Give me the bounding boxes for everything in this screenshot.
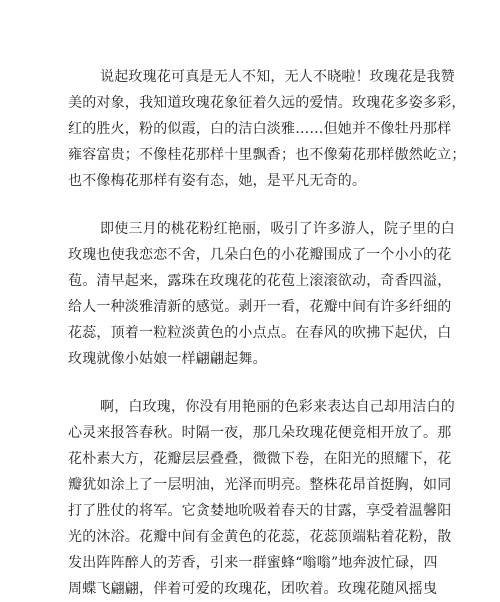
text-line: 即使三月的桃花粉红艳丽，吸引了许多游人，院子里的白 xyxy=(100,221,455,237)
text-line: 心灵来报答春秋。时隔一夜，那几朵玫瑰花便竞相开放了。那 xyxy=(68,425,452,441)
text-line: 花朴素大方，花瓣层层叠叠，微微下卷，在阳光的照耀下，花 xyxy=(68,451,452,467)
text-line: 雍容富贵；不像桂花那样十里飘香；也不像菊花那样傲然屹立； xyxy=(68,147,466,163)
text-line: 玫瑰就像小姑娘一样翩翩起舞。 xyxy=(68,351,267,367)
text-line: 苞。清早起来，露珠在玫瑰花的花苞上滚滚欲动，奇香四溢， xyxy=(68,273,452,289)
text-line: 美的对象，我知道玫瑰花象征着久远的爱情。玫瑰花多姿多彩， xyxy=(68,95,466,111)
paragraph-3 xyxy=(68,394,455,602)
text-line: 也不像梅花那样有姿有态，她，是平凡无奇的。 xyxy=(68,173,367,189)
text-line: 发出阵阵醉人的芳香，引来一群蜜蜂“嗡嗡”地奔波忙碌，四 xyxy=(68,555,438,571)
text-line: 玫瑰也使我恋恋不舍，几朵白色的小花瓣围成了一个小小的花 xyxy=(68,247,452,263)
document-page xyxy=(68,64,466,602)
text-line: 打了胜仗的将军。它贪婪地吮吸着春天的甘露，享受着温馨阳 xyxy=(68,503,452,519)
text-line: 啊，白玫瑰，你没有用艳丽的色彩来表达自己却用洁白的 xyxy=(100,399,455,415)
paragraph-spacer xyxy=(68,372,428,394)
text-line: 光的沐浴。花瓣中间有金黄色的花蕊，花蕊顶端粘着花粉，散 xyxy=(68,529,452,545)
text-line: 给人一种淡雅清新的感觉。剥开一看，花瓣中间有许多纤细的 xyxy=(68,299,452,315)
text-line: 周蝶飞翩翩，伴着可爱的玫瑰花，团吹着。玫瑰花随风摇曳 xyxy=(68,581,438,597)
paragraph-spacer xyxy=(68,194,428,216)
text-line: 瓣犹如涂上了一层明油，光泽而明亮。整株花昂首挺胸，如同 xyxy=(68,477,452,493)
paragraph-2 xyxy=(68,216,455,372)
text-line: 花蕊，顶着一粒粒淡黄色的小点点。在春风的吹拂下起伏，白 xyxy=(68,325,452,341)
text-line: 红的胜火，粉的似霞，白的洁白淡雅……但她并不像牡丹那样 xyxy=(68,121,452,137)
text-line: 说起玫瑰花可真是无人不知，无人不晓啦！玫瑰花是我赞 xyxy=(100,69,455,85)
paragraph-1 xyxy=(68,64,466,194)
